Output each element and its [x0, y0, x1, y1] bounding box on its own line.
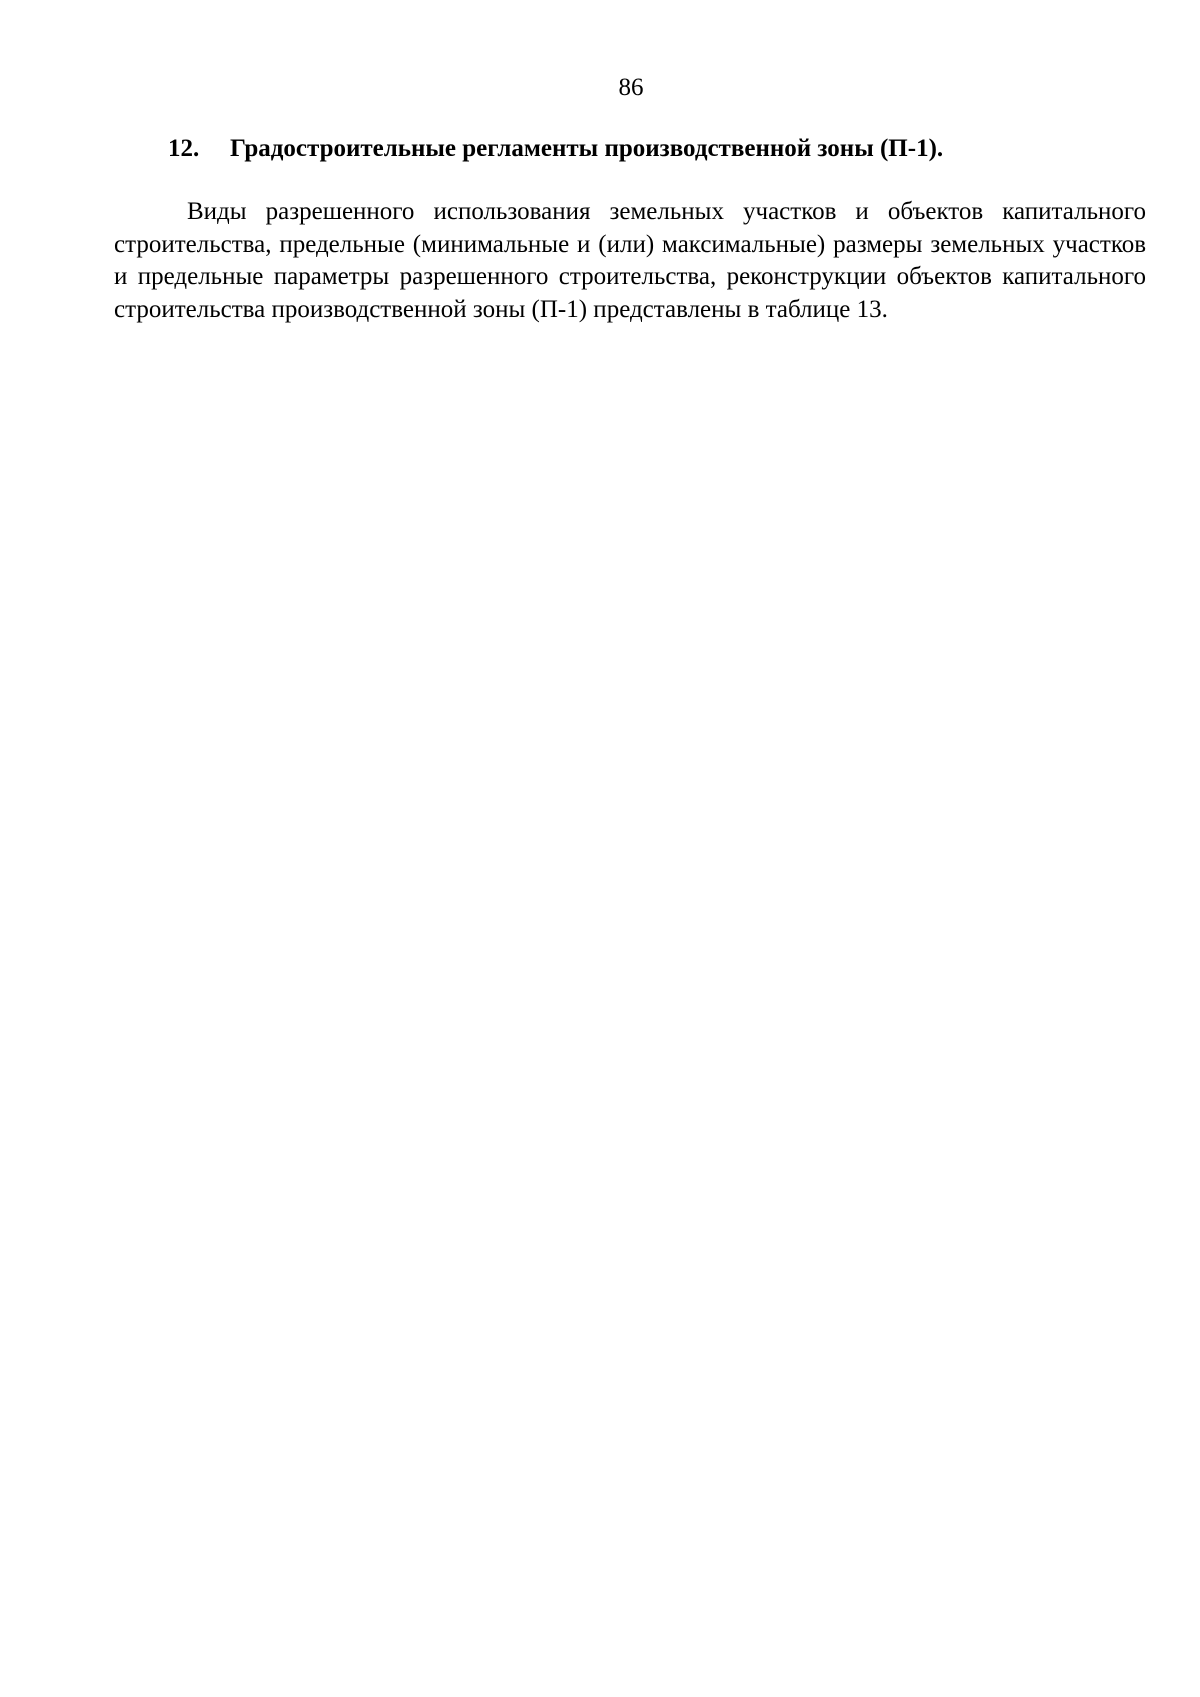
section-title: Градостроительные регламенты производственной зоны (П-1). — [230, 135, 944, 162]
body-paragraph: Виды разрешенного использования земельных участков и объектов капитального строительства, предельные (минимальные и (или) максимальные) размеры земельных участков и предельные параметры разрешенного строительства, реконструкции объектов капитального строительства производственной зоны (П-1) представлены в таблице 13. — [114, 198, 1146, 323]
section-heading — [168, 134, 1148, 164]
page-number: 86 — [618, 74, 644, 101]
section-number: 12. — [168, 135, 200, 162]
